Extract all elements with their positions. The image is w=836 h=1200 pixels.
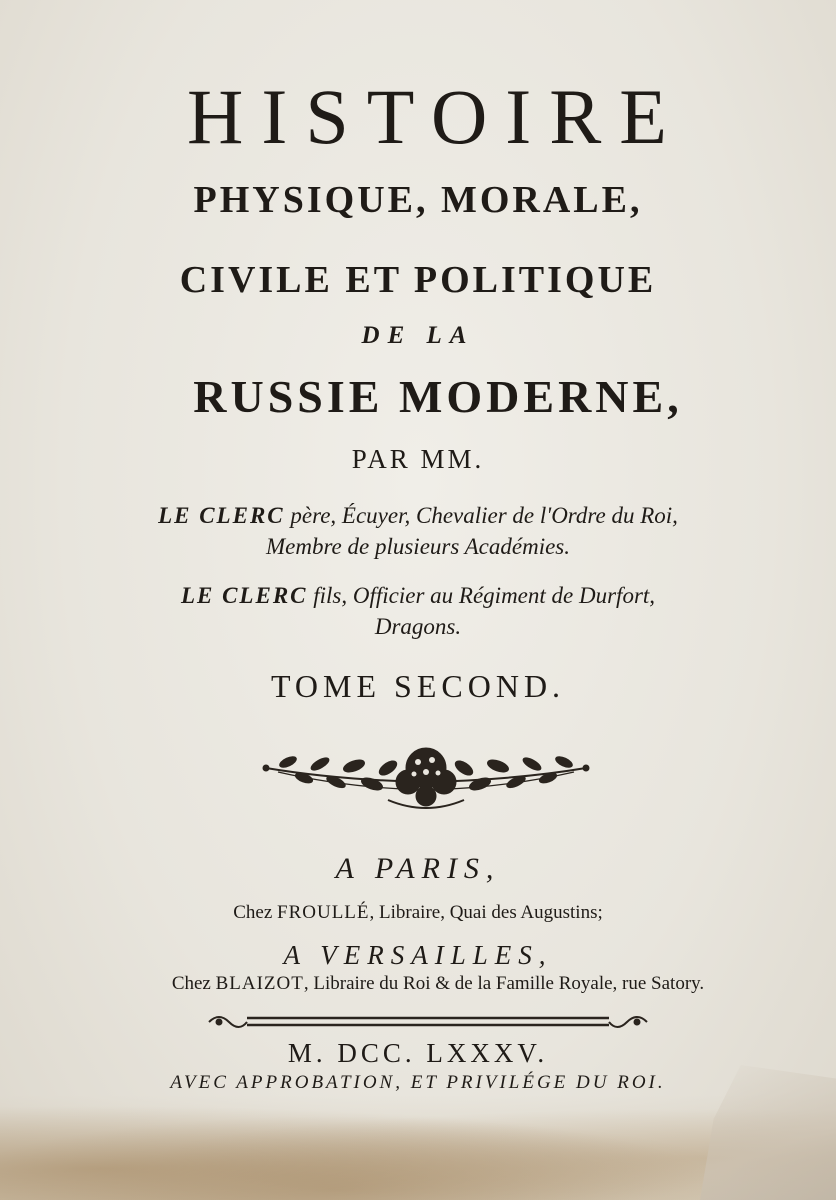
author-2-desc-b: Dragons. — [374, 614, 462, 639]
author-1-desc-b: Membre de plusieurs Académies. — [265, 534, 571, 559]
publisher-2-name: BLAIZOT — [215, 973, 304, 994]
city-paris: A PARIS, — [335, 852, 501, 885]
par-mm: PAR MM. — [351, 444, 485, 474]
author-2-desc-a: fils, Officier au Régiment de Durfort, — [307, 583, 656, 608]
author-1-name: LE CLERC — [158, 503, 285, 528]
publisher-1-pre: Chez — [233, 902, 278, 923]
title-civile-politique: CIVILE ET POLITIQUE — [179, 259, 657, 301]
volume-label: TOME SECOND. — [270, 668, 566, 704]
city-versailles: A VERSAILLES, — [283, 940, 553, 970]
publisher-2-post: , Libraire du Roi & de la Famille Royale, rue Satory. — [303, 973, 705, 994]
title-physique-morale: PHYSIQUE, MORALE, — [193, 179, 643, 221]
approbation-line: AVEC APPROBATION, ET PRIVILÉGE DU ROI. — [170, 1072, 666, 1093]
publisher-1-name: FROULLÉ — [277, 902, 370, 923]
title-histoire: HISTOIRE — [187, 73, 685, 160]
double-rule-ornament-icon — [205, 1012, 651, 1032]
floral-vignette-icon — [258, 738, 594, 816]
author-1-block — [0, 500, 836, 562]
title-russie-moderne: RUSSIE MODERNE, — [193, 371, 683, 422]
publisher-2-pre: Chez — [171, 973, 216, 994]
author-1-desc-a: père, Écuyer, Chevalier de l'Ordre du Roi, — [284, 503, 678, 528]
author-2-line-1 — [0, 580, 836, 611]
publisher-versailles — [0, 973, 836, 995]
author-1-line-1 — [0, 500, 836, 531]
publisher-paris — [0, 902, 836, 924]
publication-date: M. DCC. LXXXV. — [287, 1038, 549, 1068]
title-de-la: DE LA — [361, 322, 475, 349]
publisher-1-post: , Libraire, Quai des Augustins; — [369, 902, 603, 923]
author-2-block — [0, 580, 836, 642]
author-2-name: LE CLERC — [180, 583, 308, 608]
